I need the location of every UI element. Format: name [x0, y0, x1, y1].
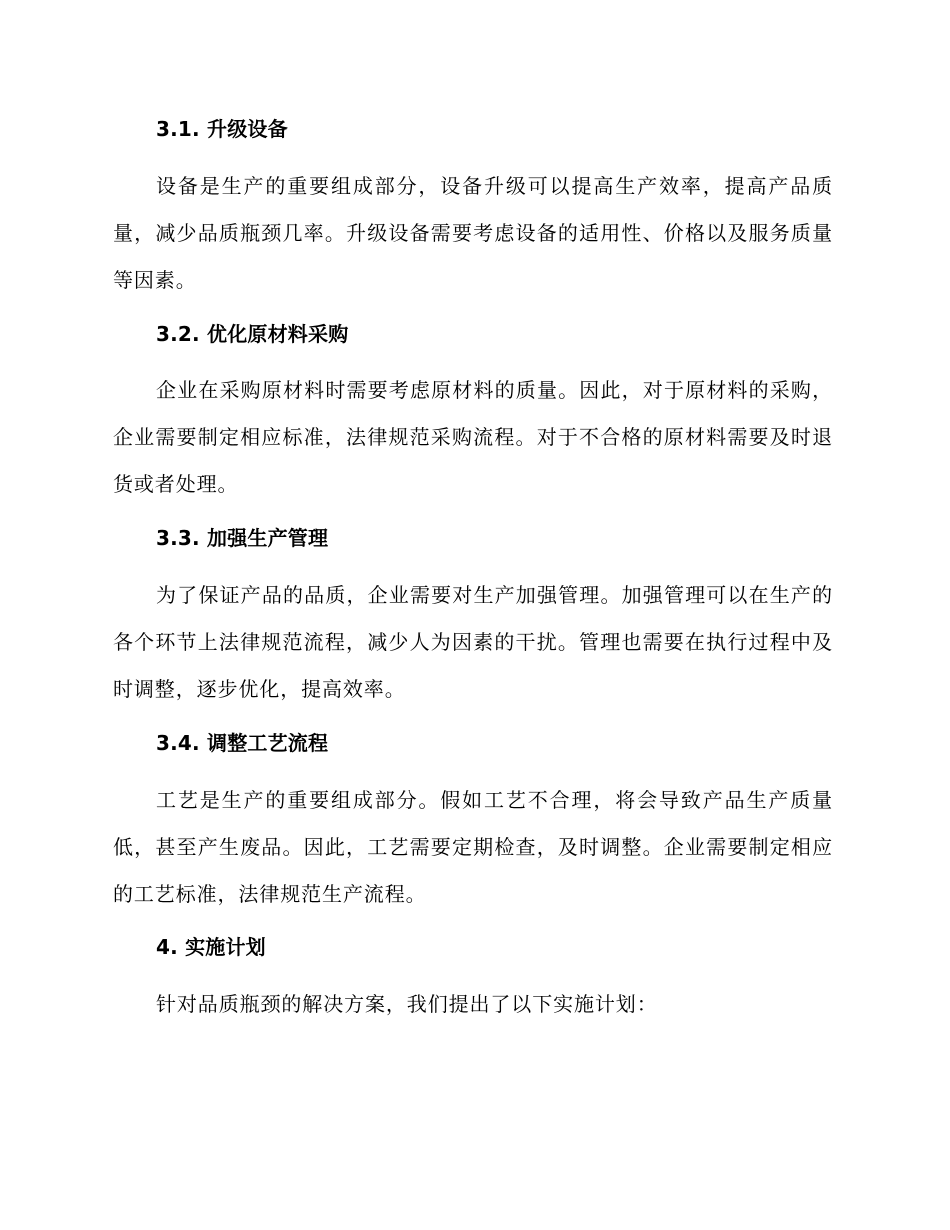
section-heading-3-4: 3.4. 调整工艺流程 — [156, 731, 329, 755]
section-body-3-3: 为了保证产品的品质，企业需要对生产加强管理。加强管理可以在生产的各个环节上法律规范流程，减少人为因素的干扰。管理也需要在执行过程中及时调整，逐步优化，提高效率。 — [113, 583, 833, 701]
section-heading-3-2: 3.2. 优化原材料采购 — [156, 322, 349, 346]
section-heading-4: 4. 实施计划 — [156, 935, 266, 959]
section-body-4: 针对品质瓶颈的解决方案，我们提出了以下实施计划： — [156, 992, 658, 1016]
section-body-3-2: 企业在采购原材料时需要考虑原材料的质量。因此，对于原材料的采购，企业需要制定相应标准，法律规范采购流程。对于不合格的原材料需要及时退货或者处理。 — [113, 378, 833, 496]
section-heading-3-1: 3.1. 升级设备 — [156, 117, 288, 141]
section-body-3-1: 设备是生产的重要组成部分，设备升级可以提高生产效率，提高产品质量，减少品质瓶颈几率。升级设备需要考虑设备的适用性、价格以及服务质量等因素。 — [113, 174, 833, 292]
section-body-3-4: 工艺是生产的重要组成部分。假如工艺不合理，将会导致产品生产质量低，甚至产生废品。因此，工艺需要定期检查，及时调整。企业需要制定相应的工艺标准，法律规范生产流程。 — [113, 788, 833, 906]
section-heading-3-3: 3.3. 加强生产管理 — [156, 526, 329, 550]
